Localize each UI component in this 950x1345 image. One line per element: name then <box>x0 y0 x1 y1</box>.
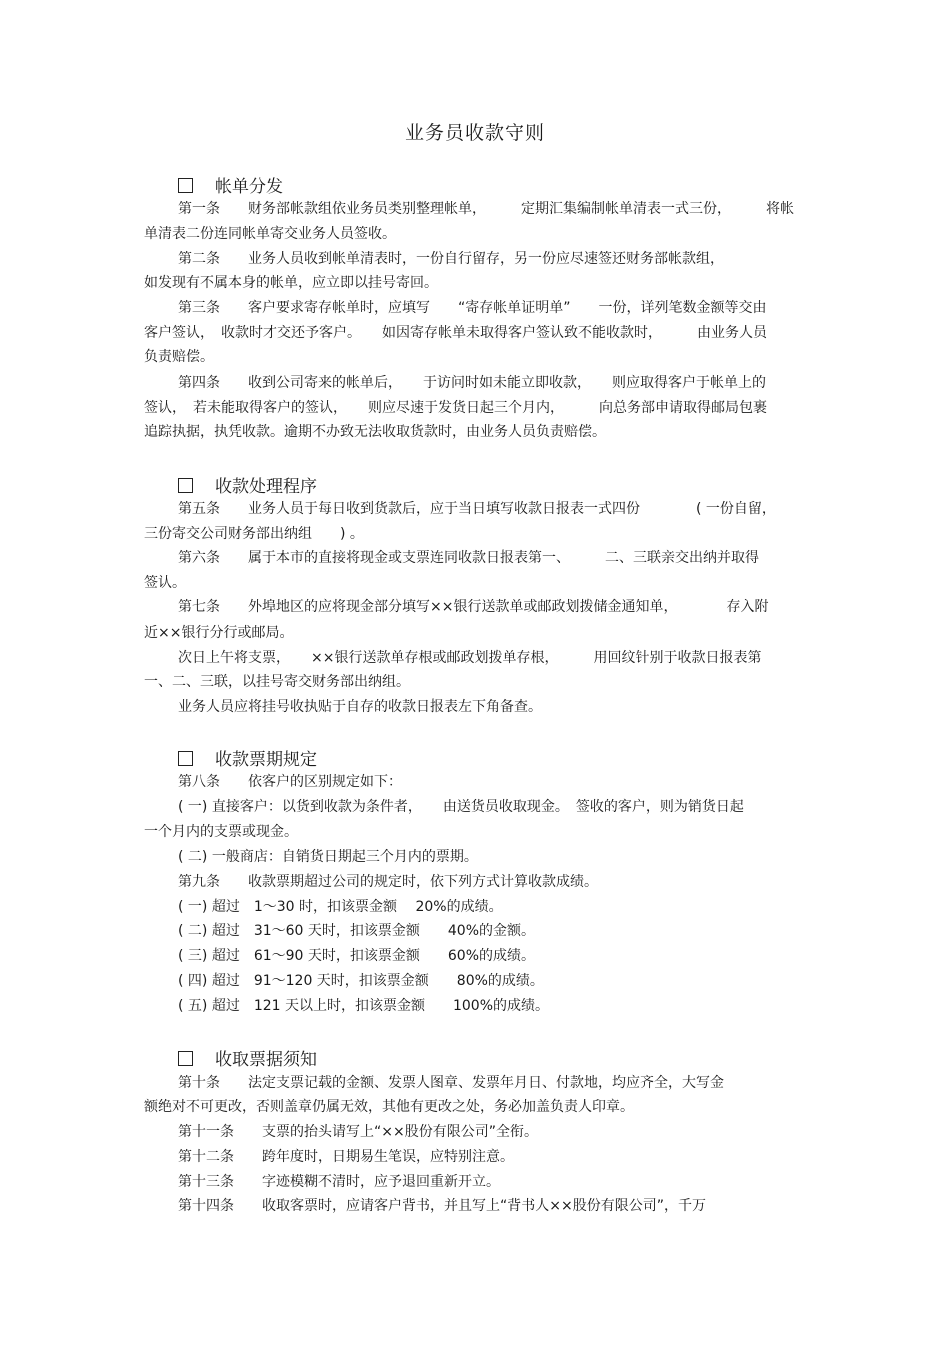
paragraph-line: 第七条 外埠地区的应将现金部分填写××银行送款单或邮政划拨储金通知单， 存入附 <box>178 599 769 615</box>
paragraph-line: 第十条 法定支票记载的金额、发票人图章、发票年月日、付款地，均应齐全，大写金 <box>178 1075 724 1091</box>
section-heading-receipts <box>178 1045 317 1070</box>
paragraph-line: 第四条 收到公司寄来的帐单后， 于访问时如未能立即收款， 则应取得客户于帐单上的 <box>178 375 766 391</box>
paragraph-line: 追踪执据，执凭收款。逾期不办致无法收取货款时，由业务人员负责赔偿。 <box>144 424 606 440</box>
paragraph-line: ( 一) 直接客户：以货到收款为条件者， 由送货员收取现金。 签收的客户，则为销货日起 <box>178 799 744 815</box>
section-heading-text: 收款票期规定 <box>215 750 317 770</box>
section-heading-text: 帐单分发 <box>215 177 283 197</box>
paragraph-line: 第九条 收款票期超过公司的规定时，依下列方式计算收款成绩。 <box>178 874 598 890</box>
paragraph-line: 第八条 依客户的区别规定如下： <box>178 774 402 790</box>
document-title: 业务员收款守则 <box>404 122 545 144</box>
paragraph-line: 签认， 若未能取得客户的签认， 则应尽速于发货日起三个月内， 向总务部申请取得邮局包裹 <box>144 400 767 416</box>
paragraph-line: 第十三条 字迹模糊不清时，应予退回重新开立。 <box>178 1174 500 1190</box>
paragraph-line: 第二条 业务人员收到帐单清表时，一份自行留存，另一份应尽速签还财务部帐款组， <box>178 251 724 267</box>
section-heading-text: 收款处理程序 <box>215 477 317 497</box>
paragraph-line: 负责赔偿。 <box>144 349 214 365</box>
paragraph-line: ( 二) 超过 31～60 天时，扣该票金额 40%的金额。 <box>178 923 536 939</box>
paragraph-line: 第一条 财务部帐款组依业务员类别整理帐单， 定期汇集编制帐单清表一式三份， 将帐 <box>178 201 794 217</box>
paragraph-line: 第三条 客户要求寄存帐单时，应填写 “寄存帐单证明单” 一份，详列笔数金额等交由 <box>178 300 767 316</box>
paragraph-line: 第五条 业务人员于每日收到货款后，应于当日填写收款日报表一式四份 ( 一份自留， <box>178 501 776 517</box>
paragraph-line: 单清表二份连同帐单寄交业务人员签收。 <box>144 226 396 242</box>
checkbox-square-icon <box>178 751 193 766</box>
paragraph-line: 三份寄交公司财务部出纳组 ) 。 <box>144 526 364 542</box>
section-heading-processing <box>178 472 317 497</box>
paragraph-line: 次日上午将支票， ××银行送款单存根或邮政划拨单存根， 用回纹针别于收款日报表第 <box>178 650 762 666</box>
paragraph-line: 一个月内的支票或现金。 <box>144 824 298 840</box>
paragraph-line: 签认。 <box>144 575 186 591</box>
section-heading-text: 收取票据须知 <box>215 1050 317 1070</box>
paragraph-line: 第六条 属于本市的直接将现金或支票连同收款日报表第一、 二、三联亲交出纳并取得 <box>178 550 759 566</box>
paragraph-line: 近××银行分行或邮局。 <box>144 625 294 641</box>
checkbox-square-icon <box>178 478 193 493</box>
paragraph-line: 第十二条 跨年度时，日期易生笔误，应特别注意。 <box>178 1149 514 1165</box>
paragraph-line: ( 一) 超过 1～30 时，扣该票金额 20%的成绩。 <box>178 899 503 915</box>
paragraph-line: ( 二) 一般商店：自销货日期起三个月内的票期。 <box>178 849 478 865</box>
checkbox-square-icon <box>178 1051 193 1066</box>
paragraph-line: ( 三) 超过 61～90 天时，扣该票金额 60%的成绩。 <box>178 948 536 964</box>
paragraph-line: 业务人员应将挂号收执贴于自存的收款日报表左下角备查。 <box>178 699 542 715</box>
section-heading-billing <box>178 172 283 197</box>
paragraph-line: 如发现有不属本身的帐单，应立即以挂号寄回。 <box>144 275 438 291</box>
paragraph-line: 客户签认， 收款时才交还予客户。 如因寄存帐单未取得客户签认致不能收款时， 由业务人员 <box>144 325 767 341</box>
paragraph-line: ( 四) 超过 91～120 天时，扣该票金额 80%的成绩。 <box>178 973 544 989</box>
paragraph-line: 第十四条 收取客票时，应请客户背书，并且写上“背书人××股份有限公司”，千万 <box>178 1198 706 1214</box>
section-heading-terms <box>178 745 317 770</box>
paragraph-line: ( 五) 超过 121 天以上时，扣该票金额 100%的成绩。 <box>178 998 550 1014</box>
checkbox-square-icon <box>178 178 193 193</box>
paragraph-line: 额绝对不可更改，否则盖章仍属无效，其他有更改之处，务必加盖负责人印章。 <box>144 1099 634 1115</box>
paragraph-line: 一、二、三联，以挂号寄交财务部出纳组。 <box>144 674 410 690</box>
paragraph-line: 第十一条 支票的抬头请写上“××股份有限公司”全衔。 <box>178 1124 538 1140</box>
